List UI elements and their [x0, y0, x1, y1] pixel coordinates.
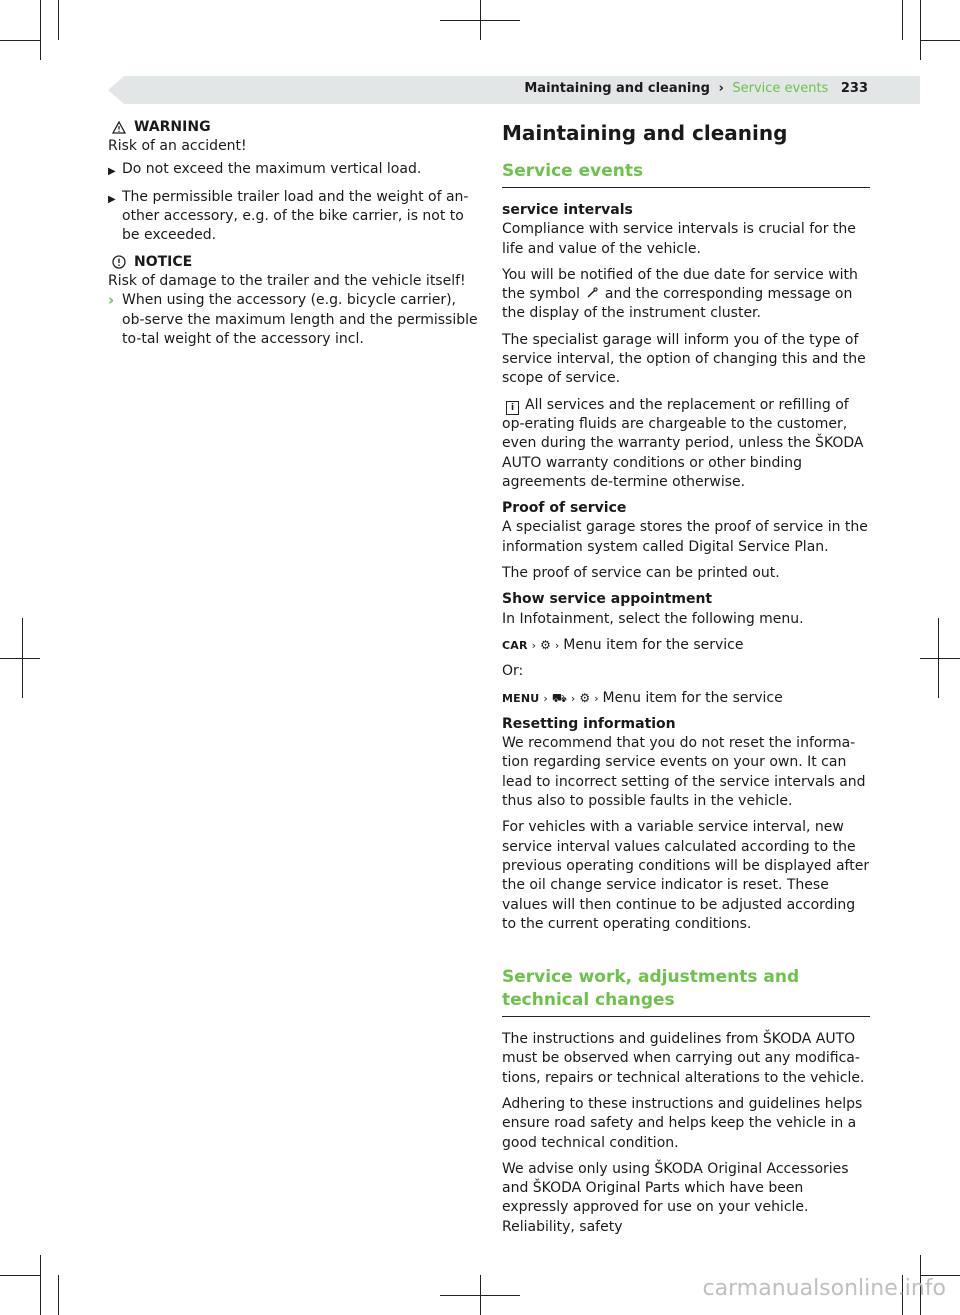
menu-item-text: Menu item for the service [563, 636, 744, 653]
section-title-service-work: Service work, adjustments and technical changes [502, 966, 870, 1017]
running-header [524, 81, 868, 96]
notice-heading [112, 253, 478, 272]
triangle-bullet-icon: ▶ [108, 193, 116, 205]
notice-item-text: When using the accessory (e.g. bicycle carrier), ob-serve the maximum length and the permissible to-tal weight of the accessory incl. [122, 292, 478, 347]
show-text: In Infotainment, select the following menu. [502, 610, 804, 627]
reset-heading: Resetting information [502, 715, 676, 732]
menu-path-car [502, 636, 870, 655]
service-wrench-icon: ⚙ [579, 690, 591, 705]
warning-title: WARNING [134, 119, 211, 135]
chevron-right-icon: › [543, 691, 548, 705]
chevron-right-icon: › [531, 638, 537, 652]
service-work-p1: The instructions and guidelines from ŠKODA AUTO must be observed when carrying out any modifica-tions, repairs or technical alterations to the vehicle. [502, 1031, 865, 1086]
notice-item [108, 291, 478, 349]
warning-item [108, 160, 478, 181]
left-column [108, 118, 478, 356]
info-note-text: All services and the replacement or refilling of op-erating fluids are chargeable to the customer, even during the warranty period, unless the ŠKODA AUTO warranty conditions or other binding agreements de-termine otherwise. [502, 396, 864, 490]
info-note [502, 396, 870, 492]
reset-text: We recommend that you do not reset the informa-tion regarding service events on your own. It can lead to incorrect setting of the service intervals and thus also to possible faults in the vehicle. [502, 735, 866, 810]
notify-text-a: You will be notified of the due date for service with the symbol [502, 266, 858, 303]
chevron-bullet-icon: › [108, 291, 115, 310]
warning-item-text: Do not exceed the maximum vertical load. [122, 160, 422, 177]
proof-heading: Proof of service [502, 500, 627, 517]
chevron-right-icon: › [594, 691, 599, 705]
garage-paragraph: The specialist garage will inform you of the type of service interval, the option of changing this and the scope of service. [502, 331, 866, 387]
service-intervals-text: Compliance with service intervals is crucial for the life and value of the vehicle. [502, 221, 856, 257]
proof-text: A specialist garage stores the proof of service in the information system called Digital Service Plan. [502, 519, 868, 555]
show-block [502, 590, 870, 629]
or-text: Or: [502, 663, 524, 680]
menu-key-label: MENU [502, 691, 540, 705]
proof-print: The proof of service can be printed out. [502, 565, 780, 582]
chevron-right-icon: › [554, 638, 560, 652]
notify-text-b: and the corresponding message on the display of the instrument cluster. [502, 286, 853, 322]
warning-triangle-icon [112, 121, 126, 134]
notice-title: NOTICE [134, 253, 193, 270]
triangle-bullet-icon: ▶ [108, 165, 116, 177]
chapter-title: Maintaining and cleaning [502, 121, 788, 145]
service-intervals-heading: service intervals [502, 202, 633, 218]
variable-interval-paragraph: For vehicles with a variable service interval, new service interval values calculated according to the previous operating conditions will be displayed after the oil change service indicator is reset. These values will then continue to be adjusted according to the current operating conditions. [502, 819, 870, 932]
service-work-p3: We advise only using ŠKODA Original Accessories and ŠKODA Original Parts which have been expressly approved for use on your vehicle. Reliability, safety [502, 1160, 849, 1235]
reset-block [502, 715, 870, 811]
car-icon: ⛟ [551, 690, 567, 705]
service-intervals-block [502, 201, 870, 259]
warning-item-text: The permissible trailer load and the weight of an-other accessory, e.g. of the bike carrier, is not to be exceeded. [122, 188, 469, 244]
car-key-label: CAR [502, 638, 528, 652]
header-section: Maintaining and cleaning [524, 81, 710, 96]
warning-heading [112, 118, 478, 137]
chevron-right-icon: › [570, 691, 576, 705]
menu-path-menu [502, 689, 870, 708]
header-separator: › [718, 81, 724, 96]
header-subsection: Service events [732, 81, 829, 96]
service-work-p2: Adhering to these instructions and guidelines helps ensure road safety and helps keep the vehicle in a good technical condition. [502, 1095, 863, 1151]
show-heading: Show service appointment [502, 591, 713, 608]
service-wrench-icon: ⚙ [540, 637, 551, 652]
notice-circle-icon [112, 255, 126, 269]
proof-block [502, 499, 870, 557]
warning-intro: Risk of an accident! [108, 138, 247, 155]
right-column [502, 118, 870, 1244]
watermark: carmanualsonline.info [702, 1276, 946, 1301]
page-number: 233 [840, 81, 868, 96]
notice-intro: Risk of damage to the trailer and the vehicle itself! [108, 273, 466, 290]
warning-item [108, 188, 478, 246]
wrench-icon [586, 287, 598, 299]
section-title-service-events: Service events [502, 160, 870, 188]
notify-paragraph [502, 266, 870, 324]
menu-item-text: Menu item for the service [602, 689, 783, 706]
info-icon: i [506, 401, 519, 415]
